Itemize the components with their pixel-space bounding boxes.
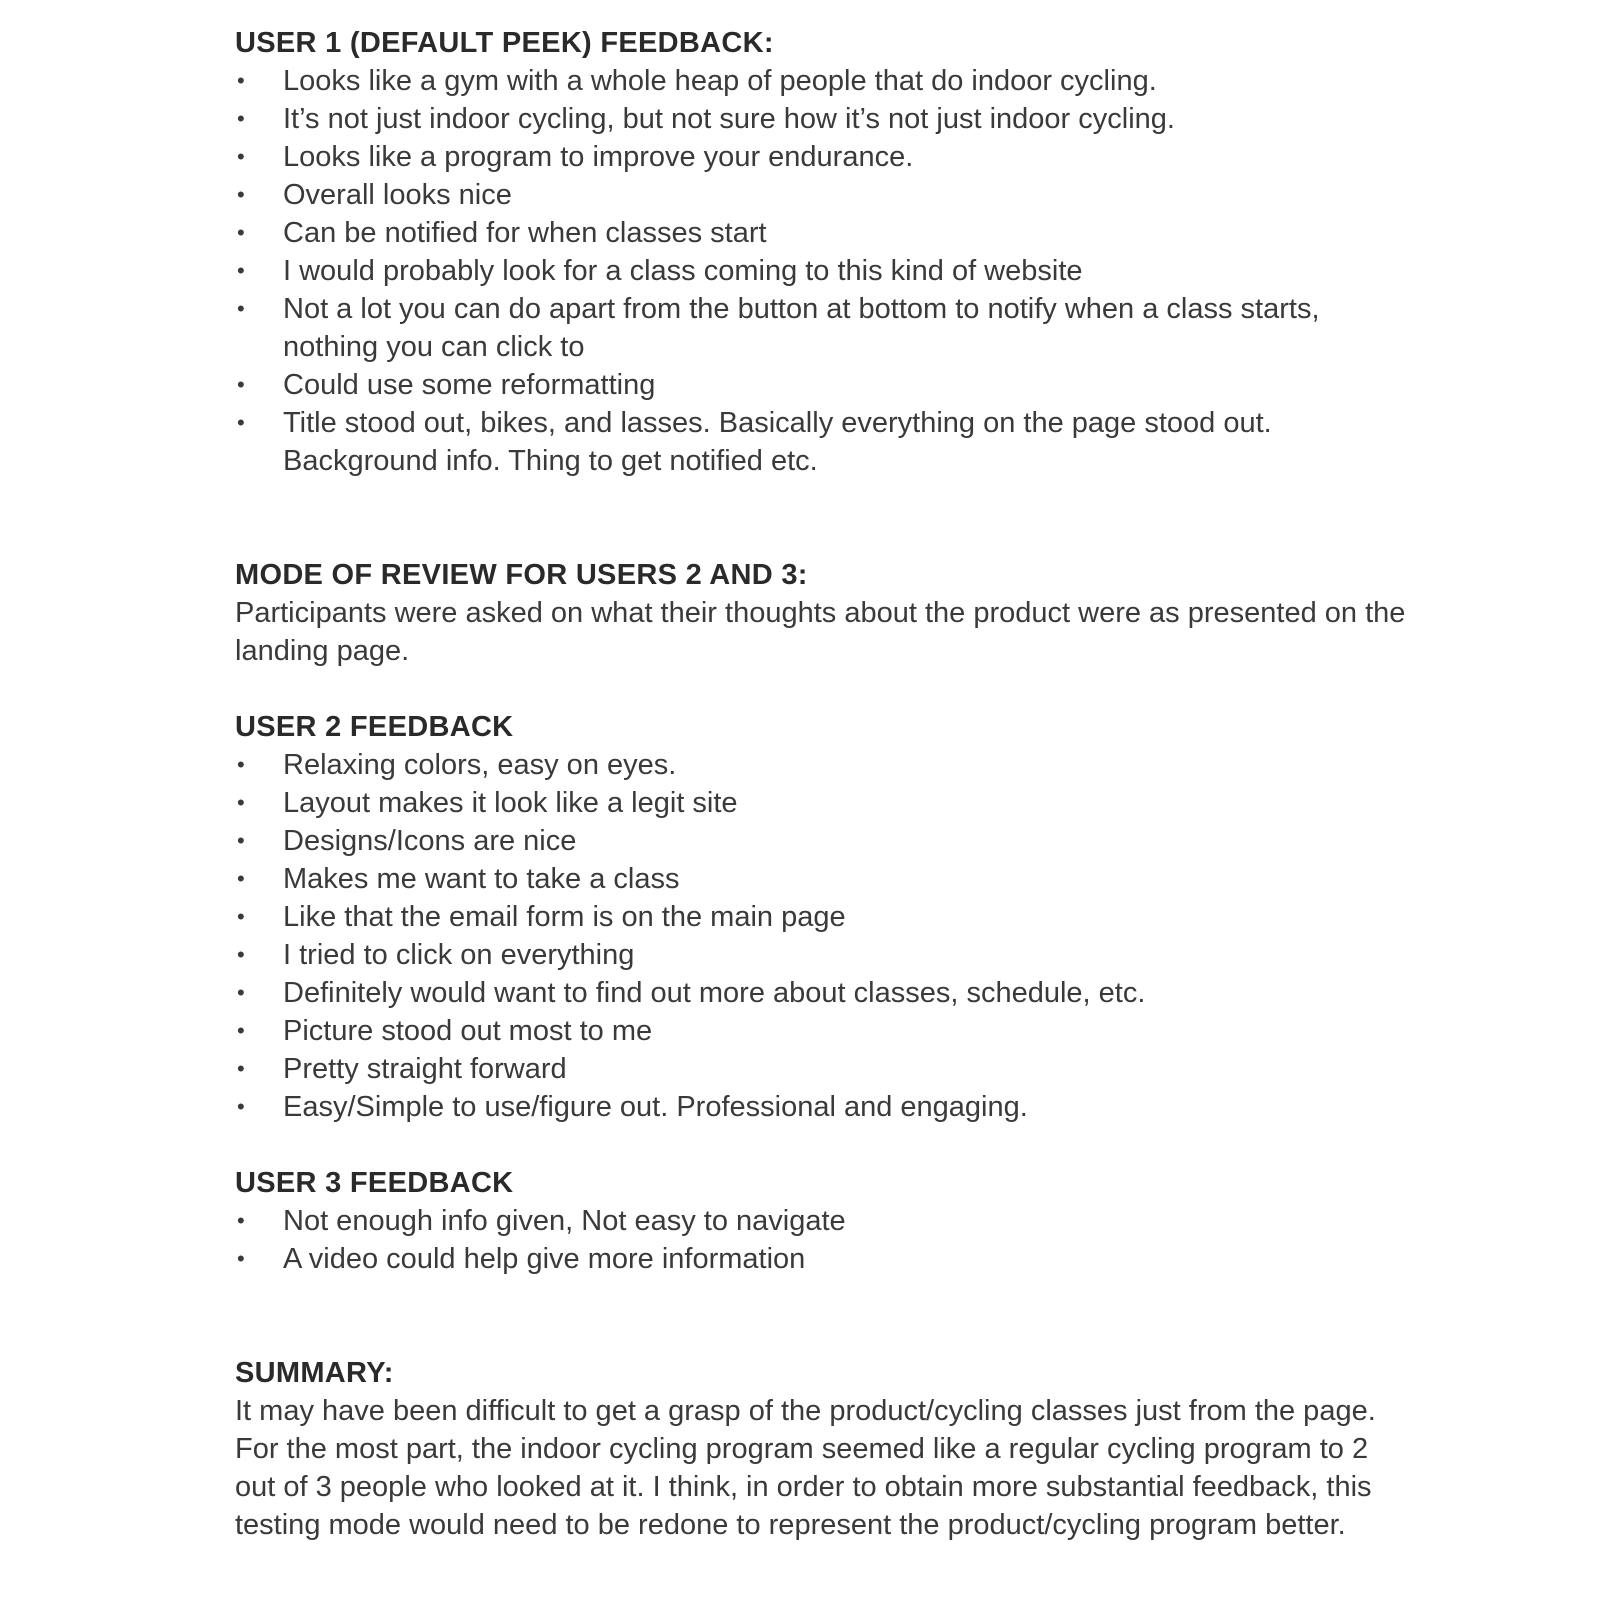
list-item-text: A video could help give more information — [283, 1243, 806, 1275]
bullet-icon: • — [237, 144, 245, 169]
list-item-text: I tried to click on everything — [283, 939, 635, 971]
list-item — [235, 936, 1415, 974]
list-item-text: Not enough info given, Not easy to navigate — [283, 1205, 846, 1237]
list-item — [235, 822, 1415, 860]
user1-list — [235, 62, 1415, 480]
list-item — [235, 746, 1415, 784]
list-item-text: Easy/Simple to use/figure out. Professional and engaging. — [283, 1091, 1028, 1123]
list-item-text: Looks like a program to improve your endurance. — [283, 141, 914, 173]
list-item — [235, 898, 1415, 936]
list-item — [235, 1012, 1415, 1050]
bullet-icon: • — [237, 372, 245, 397]
list-item-text: Could use some reformatting — [283, 369, 656, 401]
list-item-text: Definitely would want to find out more about classes, schedule, etc. — [283, 977, 1146, 1009]
list-item — [235, 784, 1415, 822]
bullet-icon: • — [237, 828, 245, 853]
list-item-text: Pretty straight forward — [283, 1053, 567, 1085]
list-item — [235, 138, 1415, 176]
user2-heading: USER 2 FEEDBACK — [235, 711, 514, 743]
list-item — [235, 1050, 1415, 1088]
summary-text: It may have been difficult to get a grasp of the product/cycling classes just from the page. For the most part, the indoor cycling program seemed like a regular cycling program to 2 out of 3 people who looked at it. I think, in order to obtain more substantial feedback, this testing mode would need to be redone to represent the product/cycling program better. — [235, 1395, 1376, 1541]
bullet-icon: • — [237, 790, 245, 815]
user3-section — [235, 1164, 1415, 1278]
user1-section — [235, 24, 1415, 480]
bullet-icon: • — [237, 1208, 245, 1233]
user3-list — [235, 1202, 1415, 1278]
bullet-icon: • — [237, 106, 245, 131]
list-item-text: Not a lot you can do apart from the button at bottom to notify when a class starts, nothing you can click to — [283, 293, 1320, 363]
user1-heading: USER 1 (DEFAULT PEEK) FEEDBACK: — [235, 27, 774, 59]
bullet-icon: • — [237, 942, 245, 967]
list-item-text: Makes me want to take a class — [283, 863, 680, 895]
list-item — [235, 100, 1415, 138]
list-item-text: It’s not just indoor cycling, but not sure how it’s not just indoor cycling. — [283, 103, 1175, 135]
bullet-icon: • — [237, 904, 245, 929]
bullet-icon: • — [237, 1018, 245, 1043]
bullet-icon: • — [237, 296, 245, 321]
list-item — [235, 252, 1415, 290]
bullet-icon: • — [237, 866, 245, 891]
review-mode-heading: MODE OF REVIEW FOR USERS 2 AND 3: — [235, 559, 808, 591]
list-item — [235, 1202, 1415, 1240]
list-item-text: Looks like a gym with a whole heap of people that do indoor cycling. — [283, 65, 1157, 97]
list-item — [235, 290, 1415, 366]
list-item — [235, 860, 1415, 898]
list-item-text: Title stood out, bikes, and lasses. Basically everything on the page stood out. Background info. Thing to get notified etc. — [283, 407, 1272, 477]
list-item — [235, 1088, 1415, 1126]
review-mode-text: Participants were asked on what their thoughts about the product were as presented on the landing page. — [235, 597, 1406, 667]
list-item-text: Layout makes it look like a legit site — [283, 787, 738, 819]
list-item-text: Can be notified for when classes start — [283, 217, 767, 249]
list-item-text: Like that the email form is on the main page — [283, 901, 846, 933]
bullet-icon: • — [237, 68, 245, 93]
list-item — [235, 62, 1415, 100]
list-item — [235, 176, 1415, 214]
bullet-icon: • — [237, 182, 245, 207]
list-item-text: I would probably look for a class coming to this kind of website — [283, 255, 1083, 287]
summary-heading: SUMMARY: — [235, 1357, 394, 1389]
bullet-icon: • — [237, 1246, 245, 1271]
list-item — [235, 366, 1415, 404]
list-item-text: Overall looks nice — [283, 179, 512, 211]
bullet-icon: • — [237, 980, 245, 1005]
list-item-text: Relaxing colors, easy on eyes. — [283, 749, 677, 781]
bullet-icon: • — [237, 752, 245, 777]
list-item — [235, 1240, 1415, 1278]
list-item-text: Picture stood out most to me — [283, 1015, 653, 1047]
list-item — [235, 214, 1415, 252]
list-item — [235, 404, 1415, 480]
list-item-text: Designs/Icons are nice — [283, 825, 577, 857]
user2-section — [235, 708, 1415, 1126]
bullet-icon: • — [237, 1094, 245, 1119]
user3-heading: USER 3 FEEDBACK — [235, 1167, 514, 1199]
bullet-icon: • — [237, 410, 245, 435]
bullet-icon: • — [237, 220, 245, 245]
user2-list — [235, 746, 1415, 1126]
summary-section — [235, 1354, 1415, 1544]
bullet-icon: • — [237, 258, 245, 283]
review-mode-section — [235, 556, 1415, 670]
list-item — [235, 974, 1415, 1012]
bullet-icon: • — [237, 1056, 245, 1081]
